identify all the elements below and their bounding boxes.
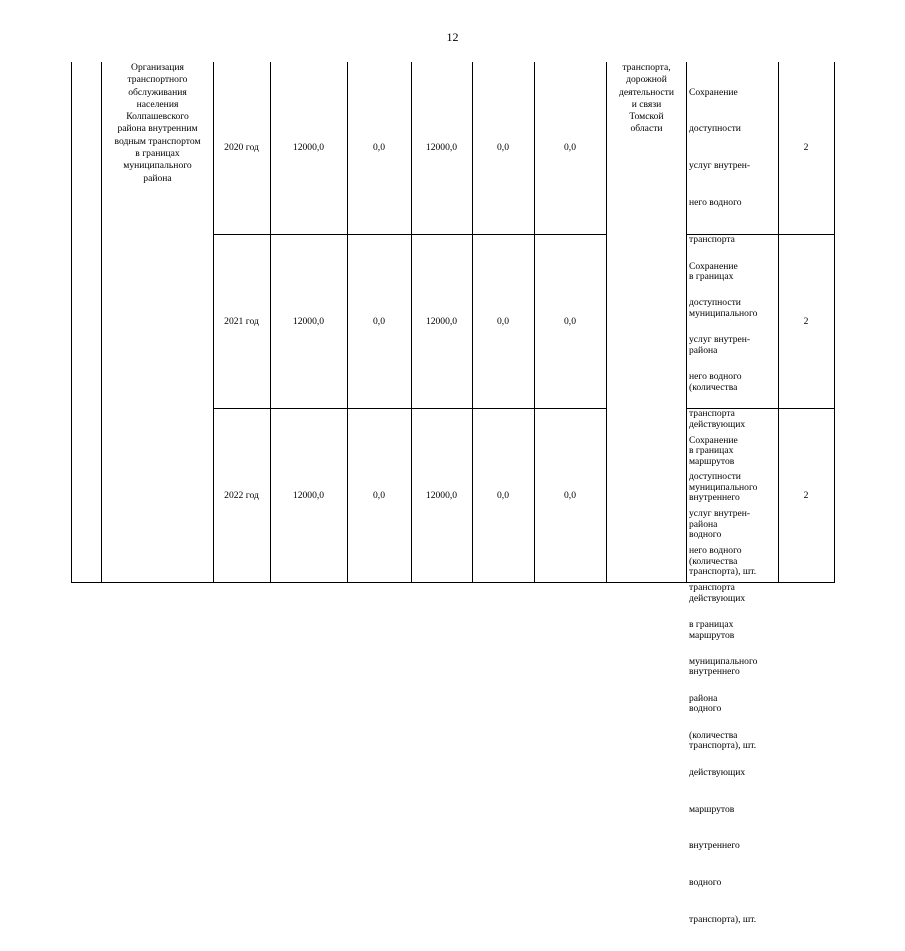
- result-line: Сохранение: [689, 434, 738, 446]
- executor-line: области: [630, 123, 663, 135]
- result-line: маршрутов: [689, 629, 735, 641]
- result-line: муниципального: [689, 307, 758, 319]
- federal-cell: 0,0: [373, 142, 385, 153]
- indicator-value: 2: [803, 142, 809, 153]
- result-line: него водного: [689, 371, 742, 383]
- result-line: водного: [689, 703, 722, 715]
- executor-line: транспорта,: [622, 62, 671, 73]
- result-line: доступности: [689, 297, 741, 309]
- activity-line: района внутренним: [117, 123, 198, 135]
- result-line: в границах: [689, 271, 734, 283]
- activity-name: [102, 62, 213, 185]
- result-line: маршрутов: [689, 455, 735, 467]
- indicator-value: 2: [803, 490, 809, 501]
- result-line: (количества: [689, 555, 738, 567]
- result-line: транспорта), шт.: [689, 914, 757, 926]
- result-line: действующих: [689, 592, 746, 604]
- executor-line: и связи: [631, 98, 662, 110]
- executor-line: Томской: [629, 111, 664, 123]
- total-cell: 12000,0: [292, 142, 325, 153]
- activity-line: водным транспортом: [114, 135, 201, 147]
- activity-line: населения: [136, 98, 179, 110]
- page-number: 12: [446, 30, 459, 44]
- result-line: услуг внутрен-: [689, 334, 751, 346]
- executor-line: деятельности: [619, 86, 674, 98]
- activity-line: в границах: [135, 148, 180, 160]
- other-cell: 0,0: [564, 490, 576, 501]
- row-divider: [213, 234, 607, 235]
- result-line: доступности: [689, 123, 741, 135]
- result-line: внутреннего: [689, 666, 740, 678]
- result-line: Сохранение: [689, 86, 738, 98]
- result-line: муниципального: [689, 481, 758, 493]
- result-line: (количества: [689, 729, 738, 741]
- activity-line: транспортного: [127, 74, 188, 86]
- result-line: транспорта: [689, 234, 735, 246]
- regional-cell: 12000,0: [425, 316, 458, 327]
- year-cell: 2021 год: [224, 316, 259, 327]
- indicator-value: 2: [803, 316, 809, 327]
- regional-cell: 12000,0: [425, 142, 458, 153]
- total-cell: 12000,0: [292, 490, 325, 501]
- result-line: маршрутов: [689, 803, 735, 815]
- local-cell: 0,0: [497, 490, 509, 501]
- result-line: транспорта), шт.: [689, 740, 757, 752]
- result-indicator: [689, 410, 779, 951]
- result-line: внутреннего: [689, 492, 740, 504]
- result-line: водного: [689, 877, 722, 889]
- executor-name: [607, 62, 686, 136]
- local-cell: 0,0: [497, 316, 509, 327]
- activity-line: обслуживания: [128, 86, 187, 98]
- executor-line: дорожной: [626, 74, 667, 86]
- row-divider: [213, 408, 607, 409]
- result-line: района: [689, 692, 718, 704]
- result-line: в границах: [689, 619, 734, 631]
- result-line: действующих: [689, 418, 746, 430]
- federal-cell: 0,0: [373, 490, 385, 501]
- activity-line: муниципального: [123, 160, 192, 172]
- result-line: действующих: [689, 766, 746, 778]
- table-border-right: [834, 62, 835, 583]
- activity-line: Организация: [131, 62, 184, 73]
- activity-line: Колпашевского: [126, 111, 189, 123]
- result-line: услуг внутрен-: [689, 508, 751, 520]
- other-cell: 0,0: [564, 316, 576, 327]
- result-line: доступности: [689, 471, 741, 483]
- column-divider: [606, 62, 607, 583]
- local-cell: 0,0: [497, 142, 509, 153]
- result-line: транспорта: [689, 408, 735, 420]
- result-line: услуг внутрен-: [689, 160, 751, 172]
- result-line: него водного: [689, 545, 742, 557]
- result-line: Сохранение: [689, 260, 738, 272]
- other-cell: 0,0: [564, 142, 576, 153]
- year-cell: 2020 год: [224, 142, 259, 153]
- result-line: водного: [689, 529, 722, 541]
- year-cell: 2022 год: [224, 490, 259, 501]
- column-divider: [686, 62, 687, 583]
- result-line: муниципального: [689, 655, 758, 667]
- total-cell: 12000,0: [292, 316, 325, 327]
- result-line: района: [689, 344, 718, 356]
- result-line: (количества: [689, 381, 738, 393]
- result-line: транспорта), шт.: [689, 566, 757, 578]
- table-border-left: [71, 62, 72, 583]
- federal-cell: 0,0: [373, 316, 385, 327]
- result-line: района: [689, 518, 718, 530]
- regional-cell: 12000,0: [425, 490, 458, 501]
- activity-line: района: [143, 172, 172, 184]
- result-line: транспорта: [689, 582, 735, 594]
- result-line: внутреннего: [689, 840, 740, 852]
- result-line: него водного: [689, 197, 742, 209]
- result-line: в границах: [689, 445, 734, 457]
